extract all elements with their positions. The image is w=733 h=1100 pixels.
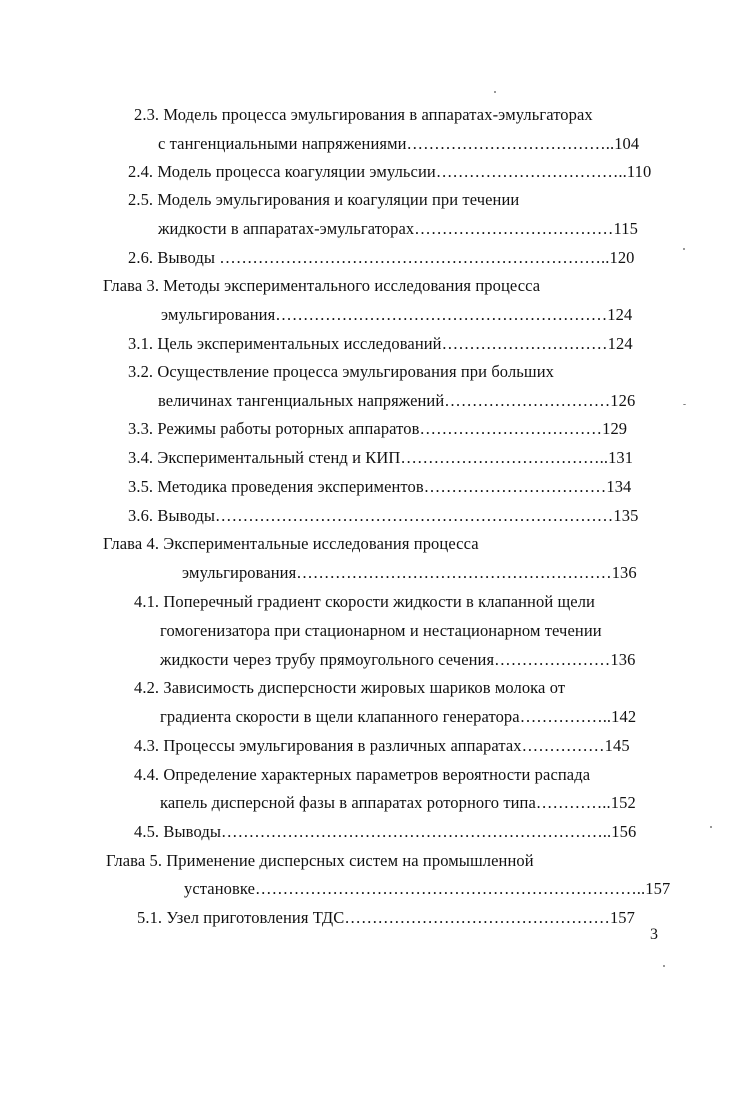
scan-speck <box>663 965 665 967</box>
toc-line-2-6: 2.6. Выводы ……………………………………………………………..120 <box>128 248 635 267</box>
toc-line-4-3: 4.3. Процессы эмульгирования в различных аппаратах……………145 <box>134 736 630 755</box>
scan-speck <box>494 91 496 93</box>
toc-line-2-4: 2.4. Модель процесса коагуляции эмульсии……………………………..110 <box>128 162 652 181</box>
toc-line-5-1: 5.1. Узел приготовления ТДС…………………………………………157 <box>137 908 636 927</box>
scan-speck <box>710 826 712 828</box>
toc-line-3-3: 3.3. Режимы работы роторных аппаратов……………………………129 <box>128 419 628 438</box>
toc-line-4-2-cont: градиента скорости в щели клапанного генератора……………..142 <box>160 707 637 726</box>
toc-line-4-2-title: 4.2. Зависимость дисперсности жировых шариков молока от <box>134 678 566 697</box>
toc-line-chapter-4-title: Глава 4. Экспериментальные исследования процесса <box>103 534 479 553</box>
toc-line-chapter-3-cont: эмульгирования……………………………………………………124 <box>161 305 633 324</box>
toc-line-3-4: 3.4. Экспериментальный стенд и КИП………………………………..131 <box>128 448 634 467</box>
toc-line-4-4-title: 4.4. Определение характерных параметров вероятности распада <box>134 765 591 784</box>
toc-line-4-1-cont-2: жидкости через трубу прямоугольного сечения…………………136 <box>160 650 636 669</box>
toc-line-4-1-title: 4.1. Поперечный градиент скорости жидкости в клапанной щели <box>134 592 595 611</box>
scan-speck <box>683 248 685 250</box>
toc-line-4-4-cont: капель дисперсной фазы в аппаратах роторного типа…………..152 <box>160 793 636 812</box>
toc-line-chapter-5-title: Глава 5. Применение дисперсных систем на промышленной <box>106 851 534 870</box>
toc-line-2-3-title: 2.3. Модель процесса эмульгирования в аппаратах-эмульгаторах <box>134 105 593 124</box>
toc-line-2-3-cont: с тангенциальными напряжениями………………………………..104 <box>158 134 640 153</box>
toc-line-2-5-cont: жидкости в аппаратах-эмульгаторах………………………………115 <box>158 219 638 238</box>
toc-line-3-2-title: 3.2. Осуществление процесса эмульгирования при больших <box>128 362 554 381</box>
toc-line-3-6: 3.6. Выводы………………………………………………………………135 <box>128 506 639 525</box>
toc-line-3-5: 3.5. Методика проведения экспериментов……………………………134 <box>128 477 632 496</box>
toc-line-chapter-4-cont: эмульгирования…………………………………………………136 <box>182 563 637 582</box>
scan-speck <box>683 404 686 405</box>
toc-line-chapter-5-cont: установке……………………………………………………………..157 <box>184 879 671 898</box>
toc-line-4-1-cont-1: гомогенизатора при стационарном и нестационарном течении <box>160 621 602 640</box>
toc-line-4-5: 4.5. Выводы……………………………………………………………..156 <box>134 822 637 841</box>
toc-line-2-5-title: 2.5. Модель эмульгирования и коагуляции при течении <box>128 190 520 209</box>
page-number: 3 <box>650 926 658 943</box>
toc-line-3-2-cont: величинах тангенциальных напряжений…………………………126 <box>158 391 636 410</box>
toc-line-3-1: 3.1. Цель экспериментальных исследований…………………………124 <box>128 334 633 353</box>
toc-line-chapter-3-title: Глава 3. Методы экспериментального исследования процесса <box>103 276 541 295</box>
